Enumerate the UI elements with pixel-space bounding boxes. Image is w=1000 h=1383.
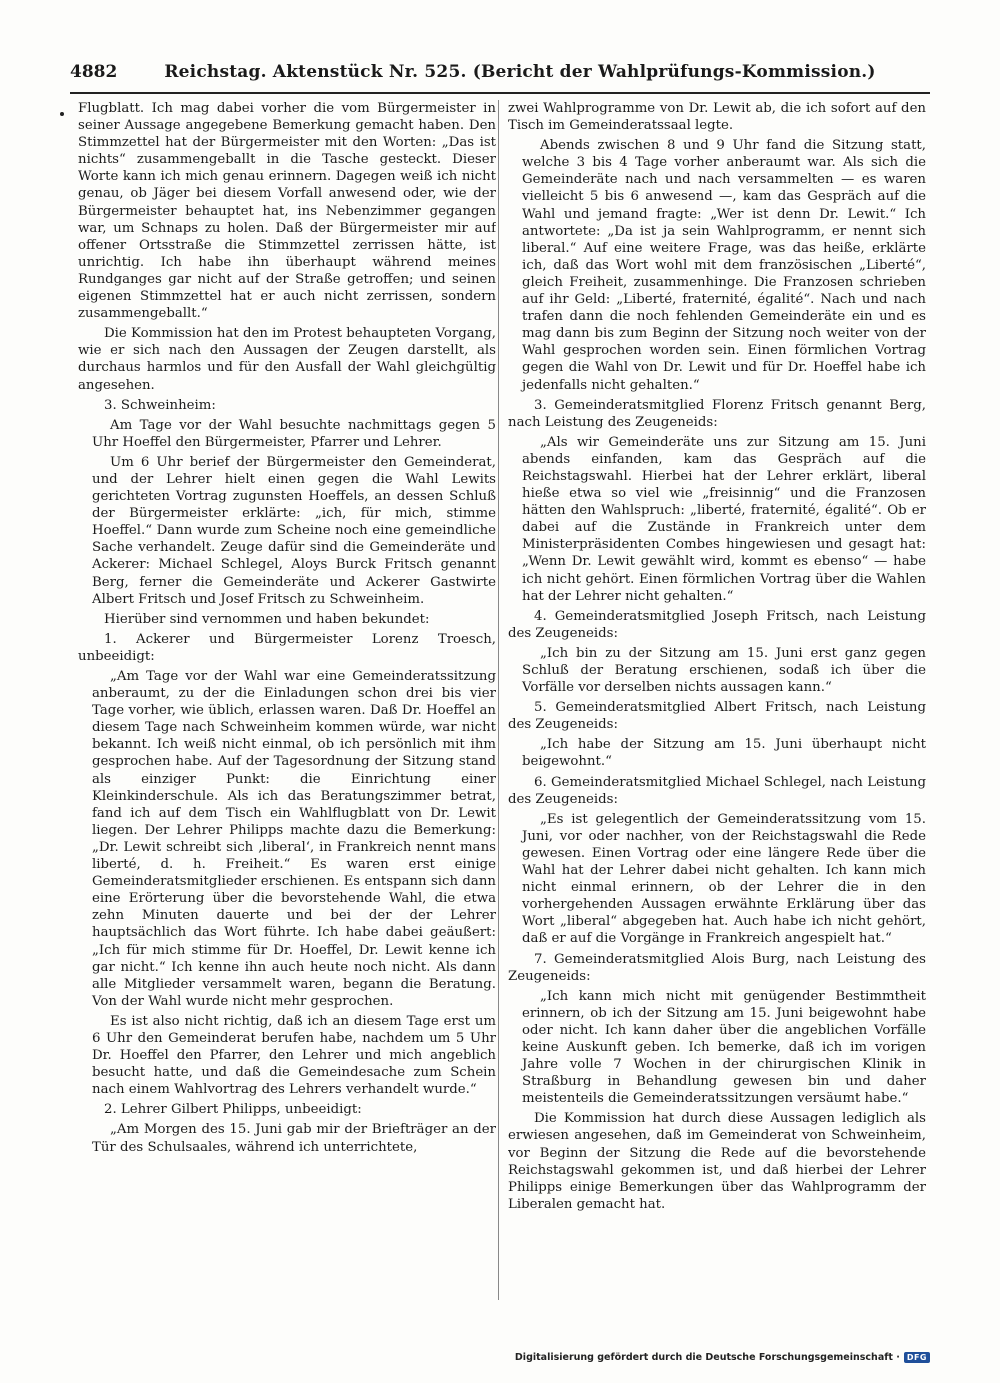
paragraph: „Am Tage vor der Wahl war eine Gemeinderatssitzung anberaumt, zu der die Einladungen schon drei bis vier Tage vorher, wie üblich, erlassen waren. Daß Dr. Hoeffel an diesem Tage nach Schweinheim kommen würde, war nicht bekannt. Ich weiß nicht einmal, ob ich persönlich mit ihm gesprochen habe. Auf der Tagesordnung der Sitzung stand als einziger Punkt: die Einrichtung einer Kleinkinderschule. Als ich das Beratungszimmer betrat, fand ich auf dem Tisch ein Wahlflugblatt von Dr. Lewit liegen. Der Lehrer Philipps machte dazu die Bemerkung: „Dr. Lewit schreibt sich ‚liberal‘, in Frankreich nennt mans liberté, d. h. Freiheit.“ Es waren erst einige Gemeinderatsmitglieder erschienen. Es entspann sich dann eine Erörterung über die bevorstehende Wahl, die etwa zehn Minuten dauerte und bei der der Lehrer hauptsächlich das Wort führte. Ich habe dabei geäußert: „Ich für mich stimme für Dr. Hoeffel, Dr. Lewit kenne ich gar nicht.“ Ich kenne ihn auch heute noch nicht. Als dann alle Mitglieder versammelt waren, begann die Beratung. Von der Wahl wurde nicht mehr gesprochen.: [92, 669, 496, 1009]
paragraph: 1. Ackerer und Bürgermeister Lorenz Troesch, unbeeidigt:: [78, 631, 496, 664]
footer-text: Digitalisierung gefördert durch die Deutsche Forschungsgemeinschaft ·: [514, 1352, 900, 1363]
paragraph: Abends zwischen 8 und 9 Uhr fand die Sitzung statt, welche 3 bis 4 Tage vorher anberaumt war. Als sich die Gemeinderäte nach und nach versammelten — es waren vielleicht 5 bis 6 anwesend —, kam das Gespräch auf die Wahl und jemand fragte: „Wer ist denn Dr. Lewit.“ Ich antwortete: „Da ist ja sein Wahlprogramm, er nennt sich liberal.“ Auf eine weitere Frage, was das heiße, erklärte ich, daß das Wort wohl mit dem französischen „Liberté“, gleich Freiheit, zusammenhinge. Die Franzosen schrieben auf ihr Geld: „Liberté, fraternité, égalité“. Nach und nach trafen dann die noch fehlenden Gemeinderäte ein und es mag dann bis zum Beginn der Sitzung noch weiter von der Wahl gesprochen worden sein. Einen förmlichen Vortrag gegen die Wahl von Dr. Lewit und für Dr. Hoeffel habe ich jedenfalls nicht gehalten.“: [522, 138, 926, 393]
paragraph: Die Kommission hat durch diese Aussagen lediglich als erwiesen angesehen, daß im Gemeinderat von Schweinheim, vor Beginn der Sitzung die Rede auf die bevorstehende Reichstagswahl gekommen ist, und daß hierbei der Lehrer Philipps einige Bemerkungen über das Wahlprogramm der Liberalen gemacht hat.: [508, 1111, 926, 1212]
paragraph: Am Tage vor der Wahl besuchte nachmittags gegen 5 Uhr Hoeffel den Bürgermeister, Pfarrer und Lehrer.: [92, 417, 496, 450]
paragraph: 4. Gemeinderatsmitglied Joseph Fritsch, nach Leistung des Zeugeneids:: [508, 608, 926, 641]
dfg-logo-icon: DFG: [904, 1352, 930, 1363]
left-column: [78, 100, 496, 1320]
page-number: 4882: [70, 62, 118, 82]
paragraph: 3. Schweinheim:: [104, 397, 216, 413]
paragraph: Es ist also nicht richtig, daß ich an diesem Tage erst um 6 Uhr den Gemeinderat berufen habe, nachdem um 5 Uhr Dr. Hoeffel den Pfarrer, den Lehrer und mich angeblich besucht hatte, und daß die Gemeindesache zum Schein nach einem Wahlvortrag des Lehrers verhandelt wurde.“: [92, 1013, 496, 1098]
paragraph: Flugblatt. Ich mag dabei vorher die vom Bürgermeister in seiner Aussage angegebene Bemerkung gemacht haben. Den Stimmzettel hat der Bürgermeister mit den Worten: „Das ist nichts“ zusammengeballt in die Tasche gesteckt. Dieser Worte kann ich mich genau erinnern. Dagegen weiß ich nicht genau, ob Jäger bei diesem Vorfall anwesend oder, wie der Bürgermeister behauptet hat, ins Nebenzimmer gegangen war, um Schnaps zu holen. Daß der Bürgermeister mir auf offener Ortsstraße die Stimmzettel zerrissen hätte, ist unrichtig. Ich habe ihn überhaupt während meines Rundganges gar nicht auf der Straße getroffen; und seinen eigenen Stimmzettel hat er auch nicht zerrissen, sondern zusammengeballt.“: [78, 101, 496, 322]
paragraph: Um 6 Uhr berief der Bürgermeister den Gemeinderat, und der Lehrer hielt einen gegen die Wahl Lewits gerichteten Vortrag zugunsten Hoeffels, an dessen Schluß der Bürgermeister erklärte: „ich, für mich, stimme Hoeffel.“ Dann wurde zum Scheine noch eine gemeindliche Sache verhandelt. Zeuge dafür sind die Gemeinderäte und Ackerer: Michael Schlegel, Aloys Burck Fritsch genannt Berg, ferner die Gemeinderäte und Ackerer Gastwirte Albert Fritsch und Josef Fritsch zu Schweinheim.: [92, 454, 496, 607]
paragraph: 7. Gemeinderatsmitglied Alois Burg, nach Leistung des Zeugeneids:: [508, 951, 926, 984]
paragraph: zwei Wahlprogramme von Dr. Lewit ab, die ich sofort auf den Tisch im Gemeinderatssaal legte.: [508, 101, 926, 134]
page-header: [70, 60, 930, 90]
header-rule: [70, 92, 930, 94]
paragraph: „Ich kann mich nicht mit genügender Bestimmtheit erinnern, ob ich der Sitzung am 15. Juni beigewohnt habe oder nicht. Ich kann daher über die angeblichen Vorfälle keine Auskunft geben. Ich bemerke, daß ich im vorigen Jahre volle 7 Wochen in der chirurgischen Klinik in Straßburg in Behandlung gewesen bin und daher meistenteils die Gemeinderatssitzungen versäumt habe.“: [522, 988, 926, 1107]
right-column: [508, 100, 926, 1320]
paragraph: „Ich habe der Sitzung am 15. Juni überhaupt nicht beigewohnt.“: [522, 737, 926, 770]
paragraph: „Als wir Gemeinderäte uns zur Sitzung am 15. Juni abends einfanden, kam das Gespräch auf die Reichstagswahl. Hierbei hat der Lehrer erklärt, liberal hieße etwa so viel wie „freisinnig“ und die Franzosen hätten den Wahlspruch: „liberté, fraternité, égalité“. Ob er dabei auf die Zustände in Frankreich unter dem Ministerpräsidenten Combes hingewiesen und gesagt hat: „Wenn Dr. Lewit gewählt wird, kommt es ebenso“ — habe ich nicht gehört. Einen förmlichen Vortrag über die Wahlen hat der Lehrer nicht gehalten.“: [522, 434, 926, 604]
paragraph: „Ich bin zu der Sitzung am 15. Juni erst ganz gegen Schluß der Beratung erschienen, sodaß ich über die Vorfälle vor derselben nichts aussagen kann.“: [522, 645, 926, 696]
paragraph: 5. Gemeinderatsmitglied Albert Fritsch, nach Leistung des Zeugeneids:: [508, 700, 926, 733]
paragraph: Hierüber sind vernommen und haben bekundet:: [104, 611, 430, 627]
paragraph: 3. Gemeinderatsmitglied Florenz Fritsch genannt Berg, nach Leistung des Zeugeneids:: [508, 397, 926, 430]
margin-mark: [60, 112, 64, 116]
column-divider: [498, 100, 499, 1300]
footer: [515, 1352, 930, 1363]
paragraph: Die Kommission hat den im Protest behaupteten Vorgang, wie er sich nach den Aussagen der Zeugen darstellt, als durchaus harmlos und für den Ausfall der Wahl gleichgültig angesehen.: [78, 326, 496, 393]
paragraph: „Am Morgen des 15. Juni gab mir der Briefträger an der Tür des Schulsaales, während ich unterrichtete,: [92, 1122, 496, 1155]
paragraph: „Es ist gelegentlich der Gemeinderatssitzung vom 15. Juni, vor oder nachher, von der Reichstagswahl die Rede gewesen. Einen Vortrag oder eine längere Rede über die Wahl hat der Lehrer dabei nicht gehalten. Ich kann mich nicht einmal erinnern, ob der Lehrer die in den vorhergehenden Aussagen erwähnte Erklärung über das Wort „liberal“ abgegeben hat. Auch habe ich nicht gehört, daß er auf die Vorgänge in Frankreich angespielt hat.“: [522, 811, 926, 947]
paragraph: 6. Gemeinderatsmitglied Michael Schlegel, nach Leistung des Zeugeneids:: [508, 774, 926, 807]
running-title: Reichstag. Aktenstück Nr. 525. (Bericht der Wahlprüfungs-Kommission.): [164, 62, 876, 82]
paragraph: 2. Lehrer Gilbert Philipps, unbeeidigt:: [104, 1102, 362, 1118]
